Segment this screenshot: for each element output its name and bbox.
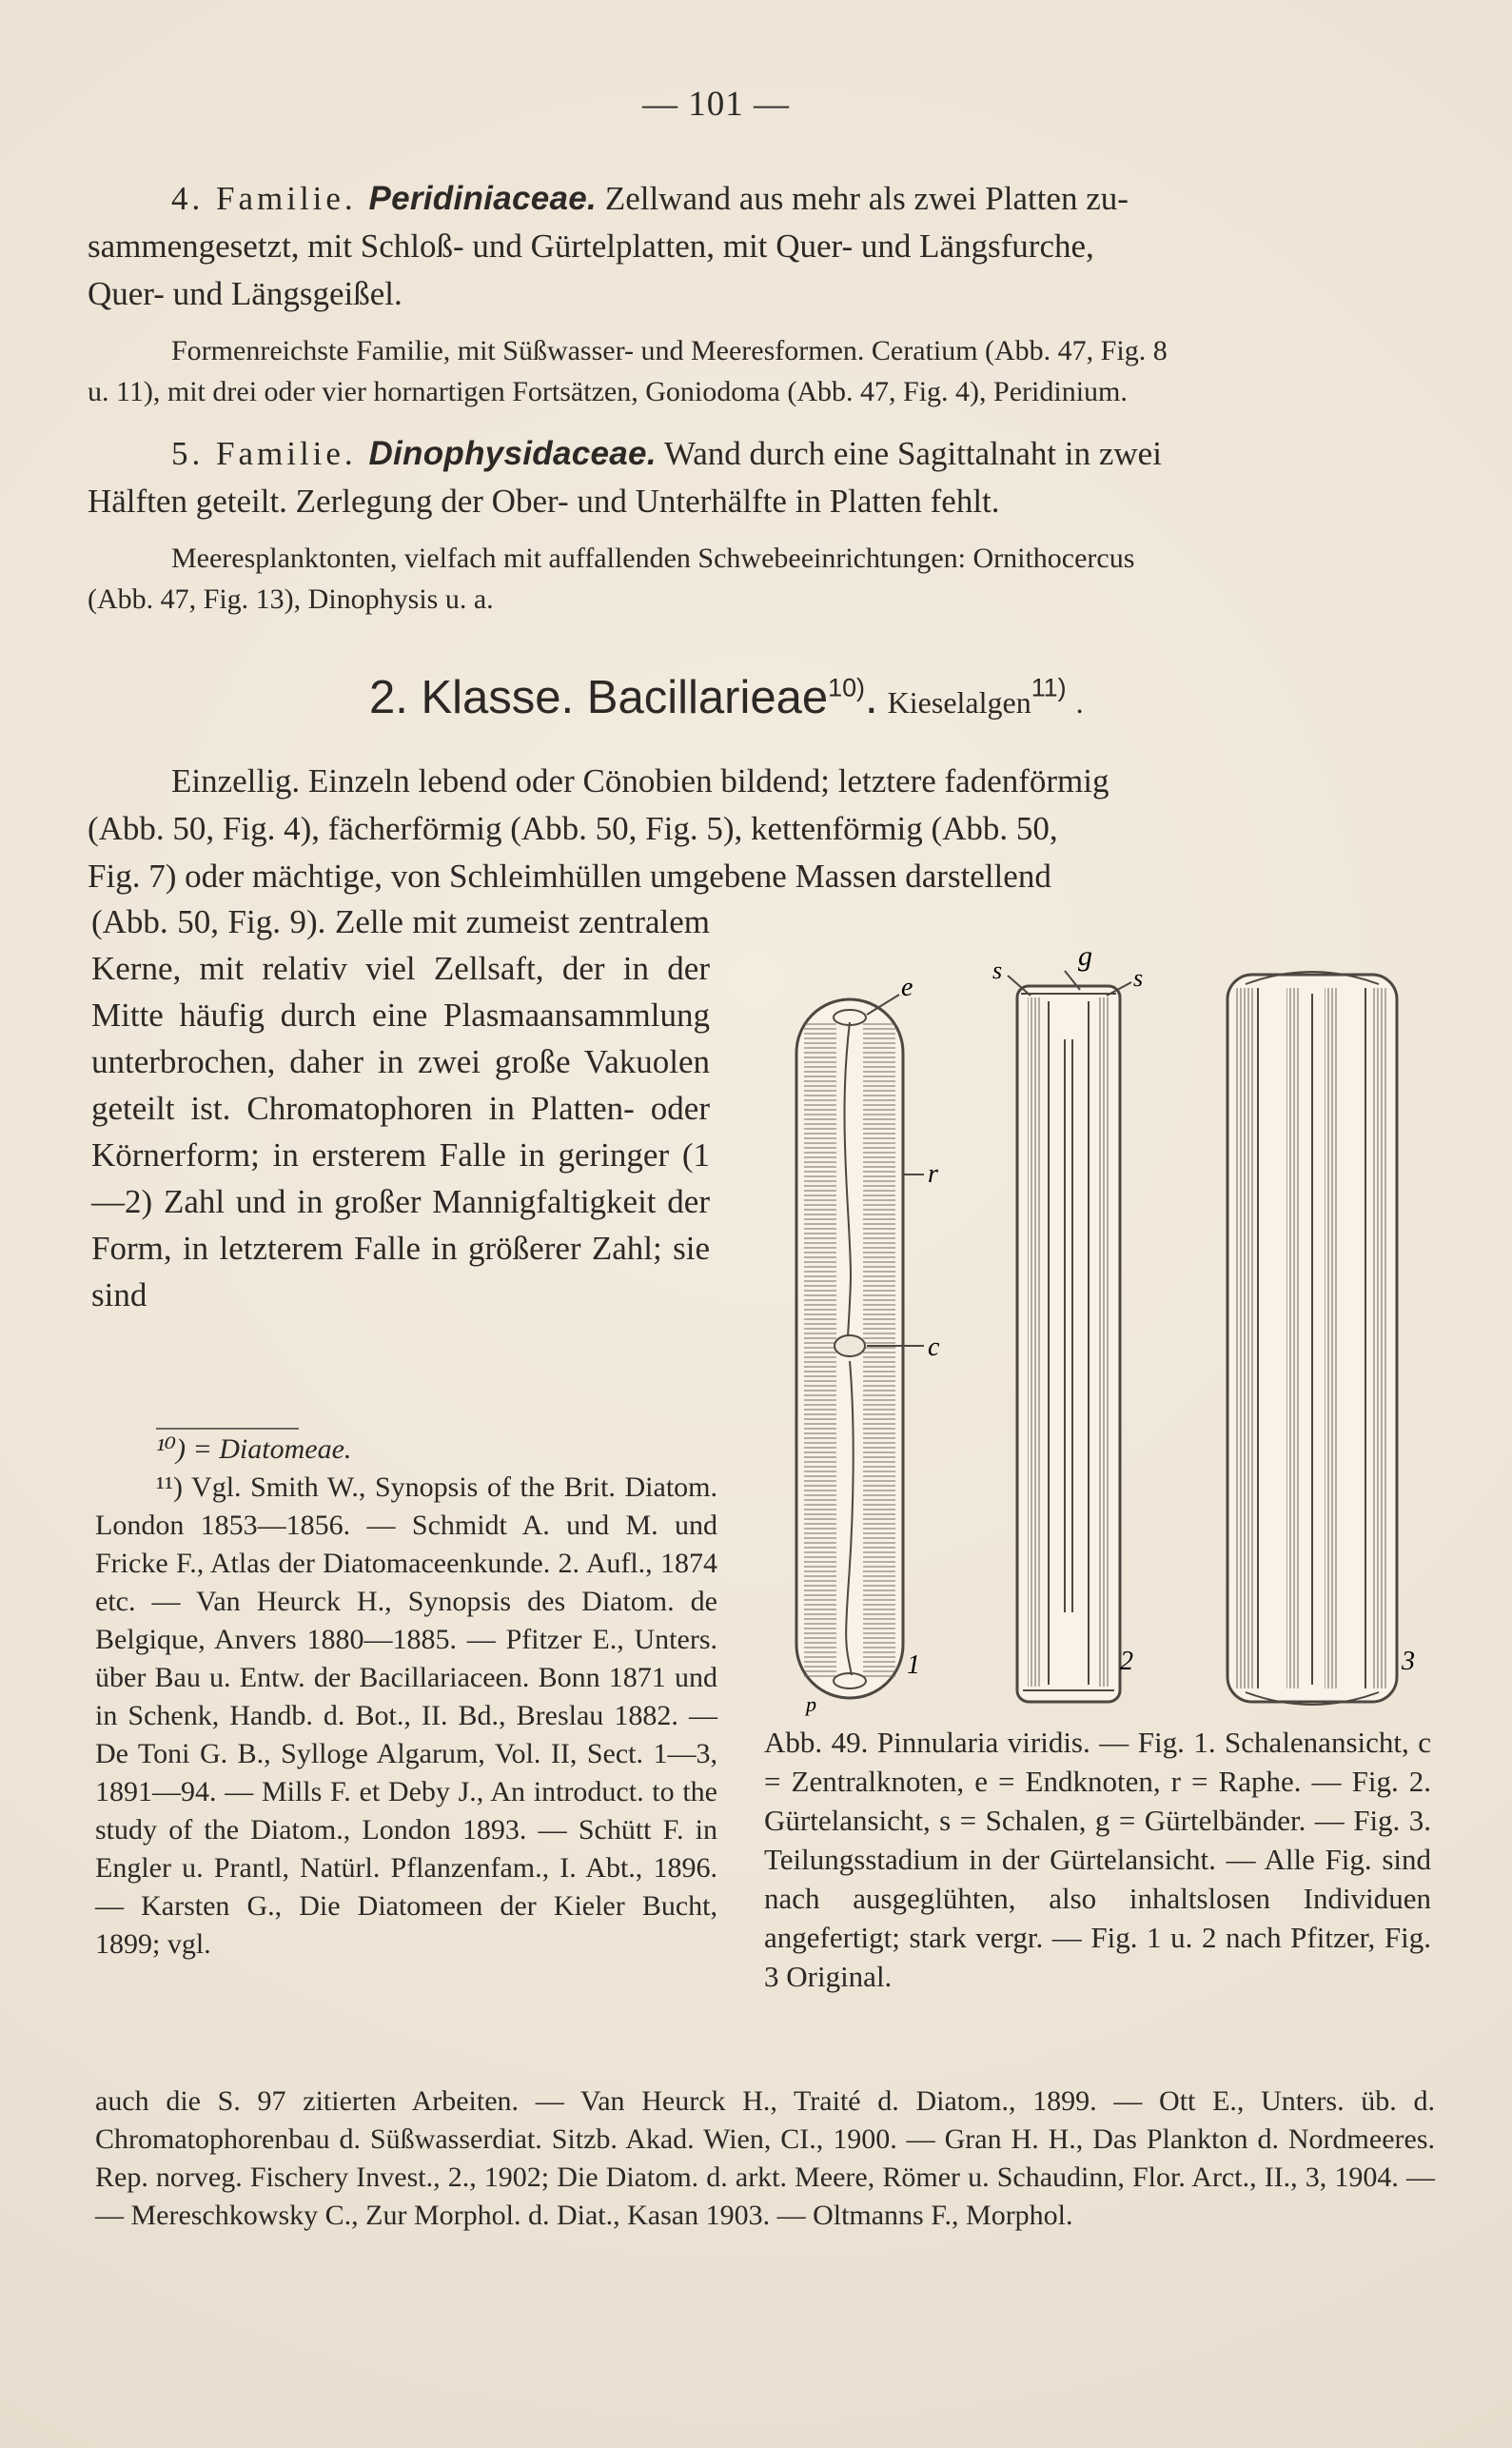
footnote-11: ¹¹) Vgl. Smith W., Synopsis of the Brit. Diatom. London 1853—1856. — Schmidt A. und M. und Fricke F., Atlas der Diatomaceenkunde. 2. Aufl., 1874 etc. — Van Heurck H., Synopsis des Diatom. de Belgique, Anvers 1880—1885. — Pfitzer E., Unters. über Bau u. Entw. der Bacillariaceen. Bonn 1871 und in Schenk, Handb. d. Bot., II. Bd., Breslau 1882. — De Toni G. B., Sylloge Algarum, Vol. II, Sect. 1—3, 1891—94. — Mills F. et Deby J., An introduct. to the study of the Diatom., London 1893. — Schütt F. in Engler u. Prantl, Natürl. Pflanzenfam., I. Abt., 1896. — Karsten G., Die Diatomeen der Kieler Bucht, 1899; vgl. [95,1471,717,1960]
label-g: g [1078,940,1092,972]
class-heading [369,671,1084,724]
figure-2-girdle-view [992,940,1143,1702]
family-5-line-2: Hälften geteilt. Zerlegung der Ober- und Unterhälfte in Platten fehlt. [88,483,1000,520]
figure-1-valve-view [796,973,940,1716]
figure-3-number: 3 [1402,1647,1415,1676]
family-5-intro: 5. Familie. [171,435,369,472]
label-s-right: s [1133,964,1144,992]
footnote-10: ¹⁰) = Diatomeae. [156,1433,352,1465]
family-4-intro: 4. Familie. [171,180,369,217]
footnote-continuation: auch die S. 97 zitierten Arbeiten. — Van Heurck H., Traité d. Diatom., 1899. — Ott E., Unters. üb. d. Chromatophorenbau d. Süßwasserdiat. Sitzb. Akad. Wien, CI., 1900. — Gran H. H., Das Plankton d. Nordmeeres. Rep. norveg. Fischery Invest., 2., 1902; Die Diatom. d. arkt. Meere, Römer u. Schaudinn, Flor. Arct., II., 3, 1904. — — Mereschkowsky C., Zur Morphol. d. Diat., Kasan 1903. — Oltmanns F., Morphol. [95,2085,1435,2231]
family-4-name: Peridiniaceae. [368,180,598,217]
class-heading-footnote-10: 10) [828,673,866,702]
family-5-line-1 [88,430,1420,478]
pinnularia-figure [764,940,1440,1716]
family-4-detail-line-1: Formenreichste Familie, mit Süßwasser- und Meeresformen. Ceratium (Abb. 47, Fig. 8 [171,335,1168,366]
body-line-2: (Abb. 50, Fig. 4), fächerförmig (Abb. 50, Fig. 5), kettenförmig (Abb. 50, [88,810,1058,847]
figure-1-number: 1 [907,1650,920,1680]
family-5-name: Dinophysidaceae. [368,435,657,472]
class-heading-end: . [1075,685,1084,720]
class-heading-title: 2. Klasse. Bacillarieae [369,672,829,723]
class-heading-footnote-11: 11) [1031,673,1067,702]
label-c: c [928,1333,940,1362]
body-line-3: Fig. 7) oder mächtige, von Schleimhüllen umgebene Massen darstellend [88,858,1051,895]
footnote-separator [156,1428,299,1430]
body-line-1: Einzellig. Einzeln lebend oder Cönobien bildend; letztere fadenförmig [171,762,1109,800]
figure-caption: Abb. 49. Pinnularia viridis. — Fig. 1. Schalenansicht, c = Zentralknoten, e = Endknoten, r = Raphe. — Fig. 2. Gürtelansicht, s = Schalen, g = Gürtelbänder. — Fig. 3. Teilungsstadium in der Gürtelansicht. — Alle Fig. sind nach ausgeglühten, also inhaltslosen Individuen angefertigt; stark vergr. — Fig. 1 u. 2 nach Pfitzer, Fig. 3 Original. [764,1726,1431,1993]
family-5-line-1-rest: Wand durch eine Sagittalnaht in zwei [656,435,1162,472]
pinnularia-drawing [764,940,1440,1716]
family-5-detail-line-1: Meeresplanktonten, vielfach mit auffallenden Schwebeeinrichtungen: Ornithocercus [171,543,1135,574]
figure-2-number: 2 [1120,1647,1133,1676]
family-5-detail-line-2: (Abb. 47, Fig. 13), Dinophysis u. a. [88,583,494,615]
family-4-line-2: sammengesetzt, mit Schloß- und Gürtelplatten, mit Quer- und Längsfurche, [88,227,1094,265]
family-4-line-1-rest: Zellwand aus mehr als zwei Platten zu- [597,180,1129,217]
label-r: r [928,1159,938,1189]
class-heading-dot: . [865,672,878,723]
family-4-line-1 [88,175,1420,223]
figure-3-division-stage [1227,972,1415,1705]
family-4-detail-line-2: u. 11), mit drei oder vier hornartigen Fortsätzen, Goniodoma (Abb. 47, Fig. 4), Peridinium. [88,376,1128,407]
class-heading-suffix: Kieselalgen [887,685,1031,720]
page-number: — 101 — [642,85,790,124]
label-e: e [901,973,913,1002]
family-4-line-3: Quer- und Längsgeißel. [88,275,403,312]
label-s-left: s [992,957,1003,984]
label-p: p [806,1692,816,1716]
body-left-column: (Abb. 50, Fig. 9). Zelle mit zumeist zentralem Kerne, mit relativ viel Zellsaft, der in der Mitte häufig durch eine Plasmaansammlung unterbrochen, daher in zwei große Vakuolen geteilt ist. Chromatophoren in Platten- oder Körnerform; in ersterem Falle in geringer (1—2) Zahl und in großer Mannigfaltigkeit der Form, in letzterem Falle in größerer Zahl; sie sind [91,903,710,1313]
footnote-block [95,1431,717,1964]
